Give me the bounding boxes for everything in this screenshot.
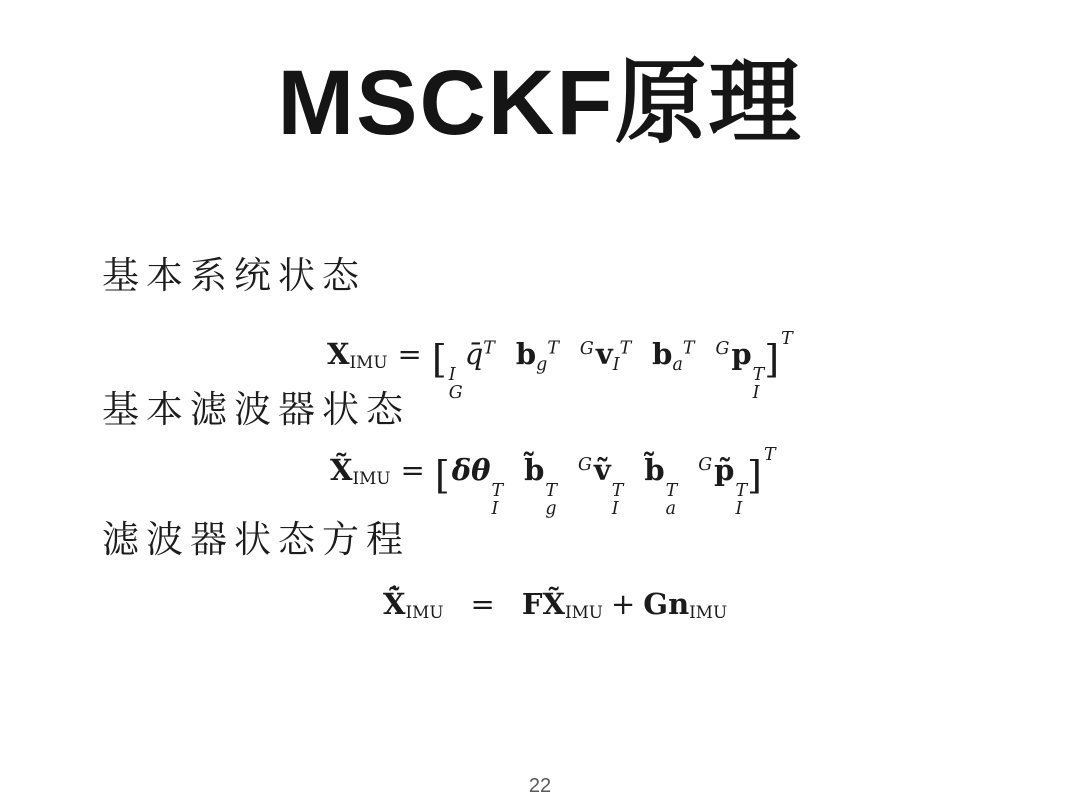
math-postscripts (666, 482, 678, 519)
math-sub-i: I (752, 382, 760, 403)
math-sub-imu: IMU (405, 602, 444, 623)
math-postscripts (545, 482, 557, 519)
math-postscripts (612, 482, 624, 519)
math-sub-imu: IMU (352, 468, 391, 489)
page-number: 22 (528, 775, 552, 797)
math-term-position-error (698, 453, 748, 519)
math-var-b: b (515, 337, 537, 371)
plus-sign: + (610, 587, 636, 621)
math-outer-transpose: T (763, 445, 776, 465)
math-outer-transpose: T (781, 329, 793, 349)
formula-basic-filter-state (330, 444, 776, 518)
math-var-f-xtilde: FX̃ (521, 587, 565, 621)
math-sup-t: T (752, 364, 765, 385)
equals-sign: = (470, 587, 495, 621)
math-sup-t: T (545, 480, 557, 501)
math-term-velocity-error (577, 453, 624, 519)
math-sub-i: I (611, 498, 619, 519)
math-postscripts (491, 482, 503, 519)
math-var-p: p (731, 337, 752, 371)
math-postscripts (735, 482, 747, 519)
math-term-quaternion (448, 337, 495, 403)
close-bracket: ] (764, 337, 780, 383)
math-var-b: b (652, 337, 673, 371)
math-presup-g: G (577, 454, 592, 475)
math-sub-a: a (665, 498, 677, 519)
math-sub-g: g (536, 355, 548, 376)
math-sup-t: T (547, 338, 559, 359)
math-sub-i: I (735, 498, 743, 519)
math-term-accel-bias (652, 337, 695, 376)
section-heading-basic-filter-state: 基本滤波器状态 (102, 389, 410, 430)
math-presup: I (448, 364, 456, 385)
section-heading-basic-system-state: 基本系统状态 (102, 255, 366, 296)
math-postscripts (753, 366, 765, 403)
formula-filter-state-equation (383, 586, 727, 624)
math-sup-t: T (735, 480, 748, 501)
math-presub: G (448, 382, 463, 403)
math-term-position (715, 337, 765, 403)
math-term-gyro-bias (515, 337, 559, 376)
math-presup-g: G (698, 454, 713, 475)
math-sub-i: I (612, 355, 620, 376)
equals-sign: = (400, 453, 425, 487)
math-sup-t: T (491, 480, 504, 501)
math-var-xtilde: X̃ (330, 453, 353, 487)
math-sub-imu: IMU (689, 602, 728, 623)
math-sub-imu: IMU (349, 352, 388, 373)
open-bracket: [ (434, 453, 450, 499)
math-sub-g: g (545, 498, 557, 519)
math-var-btilde: b̃ (644, 453, 665, 487)
close-bracket: ] (747, 453, 762, 499)
math-presup-g: G (715, 338, 730, 359)
slide-title: MSCKF原理 (277, 52, 803, 154)
math-var-vtilde: ṽ (593, 453, 611, 487)
math-sup-t: T (611, 480, 624, 501)
math-term-gyro-bias-error (524, 453, 557, 519)
math-var-x: X (327, 337, 350, 371)
math-var-xtilde-dot: X̃̇ (383, 587, 406, 621)
math-var-btilde: b̃ (524, 453, 545, 487)
math-term-velocity (579, 337, 632, 376)
math-var-qbar: q̄ (464, 337, 484, 371)
math-prescripts (449, 366, 463, 403)
math-term-accel-bias-error (644, 453, 678, 519)
math-sup-t: T (665, 480, 678, 501)
math-term-angle-error (451, 453, 504, 519)
math-sup-t: T (682, 338, 695, 359)
equals-sign: = (397, 337, 422, 371)
math-var-delta-theta: δθ (451, 453, 491, 487)
math-var-ptilde: p̃ (714, 453, 735, 487)
math-var-v: v (595, 337, 613, 371)
math-sub-imu: IMU (564, 602, 603, 623)
open-bracket: [ (431, 337, 447, 383)
math-sub-a: a (672, 355, 683, 376)
math-var-g-n: Gn (643, 587, 690, 621)
math-sup-t: T (483, 338, 495, 359)
math-sub-i: I (491, 498, 499, 519)
math-presup-g: G (579, 338, 594, 359)
section-heading-filter-state-equation: 滤波器状态方程 (102, 519, 410, 560)
math-sup-t: T (619, 338, 632, 359)
